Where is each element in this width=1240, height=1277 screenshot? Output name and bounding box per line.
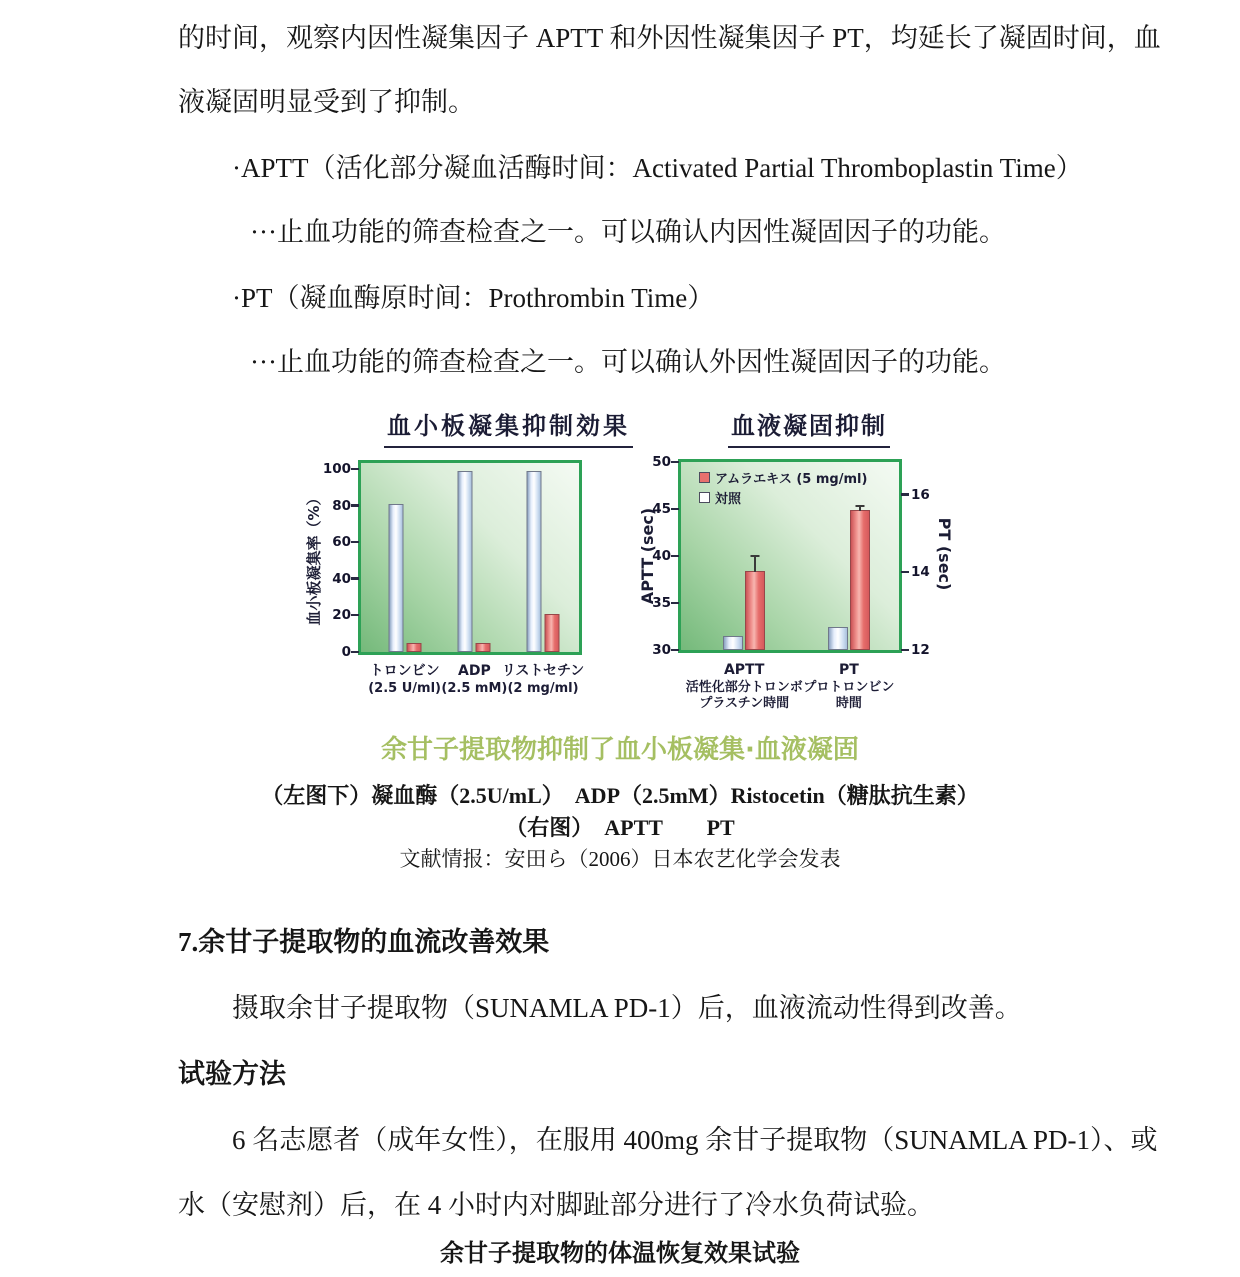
coagulation-inhibition-chart [630, 402, 975, 711]
axis-tick-mark [351, 651, 359, 654]
x-axis-label-line: プロトロンビン [803, 679, 895, 695]
x-axis-label-line: (2.5 U/ml) [368, 680, 441, 696]
bar-amla [850, 510, 870, 650]
x-axis-label-line: ADP [457, 663, 491, 679]
bar-amla [545, 614, 560, 652]
section7-heading: 7.余甘子提取物的血流改善效果 [178, 927, 550, 957]
x-axis-label-line: 時間 [835, 695, 862, 711]
bar-control [527, 471, 542, 652]
x-axis-group-label [502, 663, 585, 697]
x-axis-group-label [441, 663, 507, 697]
axis-tick-label: 50 [652, 454, 671, 470]
axis-tick-label: 60 [332, 534, 351, 551]
x-axis-label-line: (2 mg/ml) [507, 680, 579, 696]
method-line2: 水（安慰剂）后，在 4 小时内对脚趾部分进行了冷水负荷试验。 [178, 1190, 934, 1220]
bar-amla [476, 643, 491, 652]
error-bar-cap [751, 555, 760, 557]
plot-area [322, 460, 582, 660]
axis-tick-label: 45 [652, 501, 671, 517]
method-heading: 试验方法 [178, 1059, 286, 1089]
axis-tick-mark [671, 602, 679, 605]
chart-title: 血小板凝集抑制効果 [384, 406, 633, 448]
axis-tick-label: 40 [652, 548, 671, 564]
bar-group [723, 571, 765, 650]
bar-amla [406, 643, 421, 652]
method-line1: 6 名志愿者（成年女性），在服用 400mg 余甘子提取物（SUNAMLA PD-1）、或 [232, 1125, 1158, 1155]
legend-entry [699, 488, 867, 507]
pt-description: ···止血功能的筛查检查之一。可以确认外因性凝固因子的功能。 [250, 347, 1006, 377]
y-axis-label-aptt: APTT (sec) [638, 507, 657, 605]
bullet-pt: ·PT（凝血酶原时间：Prothrombin Time） [232, 283, 715, 313]
plot-area [652, 454, 930, 658]
bar-control [388, 504, 403, 652]
axis-tick-mark [351, 541, 359, 544]
section7-paragraph: 摄取余甘子提取物（SUNAMLA PD-1）后，血液流动性得到改善。 [232, 993, 1022, 1023]
axis-tick-label: 100 [322, 461, 351, 478]
platelet-aggregation-chart [290, 402, 630, 702]
axis-tick-label: 14 [911, 564, 930, 581]
legend [699, 468, 867, 507]
bullet-aptt: ·APTT（活化部分凝血活酶时间：Activated Partial Thromboplastin Time） [232, 153, 1083, 183]
y-axis-label: 血小板凝集率（%） [305, 490, 323, 626]
x-axis-label-line: 活性化部分トロンボ [685, 679, 803, 695]
x-axis-label-line: PT [838, 662, 859, 678]
axis-tick-mark [901, 649, 909, 652]
axis-tick-mark [671, 461, 679, 464]
x-axis-group-label [803, 662, 894, 712]
axis-tick-label: 16 [911, 486, 930, 503]
legend-swatch-amla [699, 472, 710, 483]
axis-tick-label: 80 [332, 497, 351, 514]
axis-tick-mark [351, 504, 359, 507]
bar-amla [745, 571, 765, 650]
axis-tick-label: 40 [332, 570, 351, 587]
axis-tick-label: 35 [652, 595, 671, 611]
body-line: 的时间，观察内因性凝集因子 APTT 和外因性凝集因子 PT，均延长了凝固时间，血 [178, 23, 1161, 53]
axis-tick-mark [671, 649, 679, 652]
bar-control [723, 636, 743, 650]
chart-title: 血液凝固抑制 [728, 406, 890, 448]
legend-label: 対照 [715, 492, 742, 507]
figure-caption-line2: （右图） APTT PT [505, 815, 735, 840]
bar-control [828, 627, 848, 650]
axis-tick-mark [901, 493, 909, 496]
figure-caption-line1: （左图下）凝血酶（2.5U/mL） ADP（2.5mM）Ristocetin（糖肽抗生素） [261, 783, 979, 808]
x-axis-label-line: プラスチン時間 [699, 695, 790, 711]
error-bar [754, 555, 756, 572]
axis-tick-label: 12 [911, 642, 930, 658]
axis-tick-mark [901, 571, 909, 574]
axis-tick-mark [351, 614, 359, 617]
y-axis-label-pt: PT (sec) [935, 517, 954, 591]
x-axis-label-line: リストセチン [501, 663, 585, 679]
axis-tick-mark [671, 555, 679, 558]
axis-tick-label: 0 [341, 644, 351, 660]
bar-group [527, 471, 560, 652]
x-axis-group-label [686, 662, 803, 712]
axis-tick-label: 30 [652, 642, 671, 658]
axis-tick-mark [351, 577, 359, 580]
x-axis-label-line: トロンビン [369, 663, 440, 679]
body-line: 液凝固明显受到了抑制。 [178, 87, 475, 117]
bar-control [458, 471, 473, 652]
x-axis-label-line: (2.5 mM) [441, 680, 508, 696]
axis-tick-mark [351, 468, 359, 471]
x-axis-group-label [368, 663, 441, 697]
bottom-experiment-title: 余甘子提取物的体温恢复效果试验 [440, 1241, 800, 1267]
axis-tick-mark [671, 508, 679, 511]
bar-group [828, 510, 870, 650]
figure-reference: 文献情报：安田ら（2006）日本农艺化学会发表 [399, 847, 841, 871]
bar-group [388, 504, 421, 652]
axis-tick-label: 20 [332, 607, 351, 624]
aptt-description: ···止血功能的筛查检查之一。可以确认内因性凝固因子的功能。 [250, 217, 1006, 247]
legend-swatch-control [699, 492, 710, 503]
x-axis-label-line: APTT [723, 662, 765, 678]
legend-entry [699, 468, 867, 487]
bar-group [458, 471, 491, 652]
legend-label: アムラエキス (5 mg/ml) [715, 472, 868, 487]
figure-green-caption: 余甘子提取物抑制了血小板凝集·血液凝固 [381, 735, 859, 765]
